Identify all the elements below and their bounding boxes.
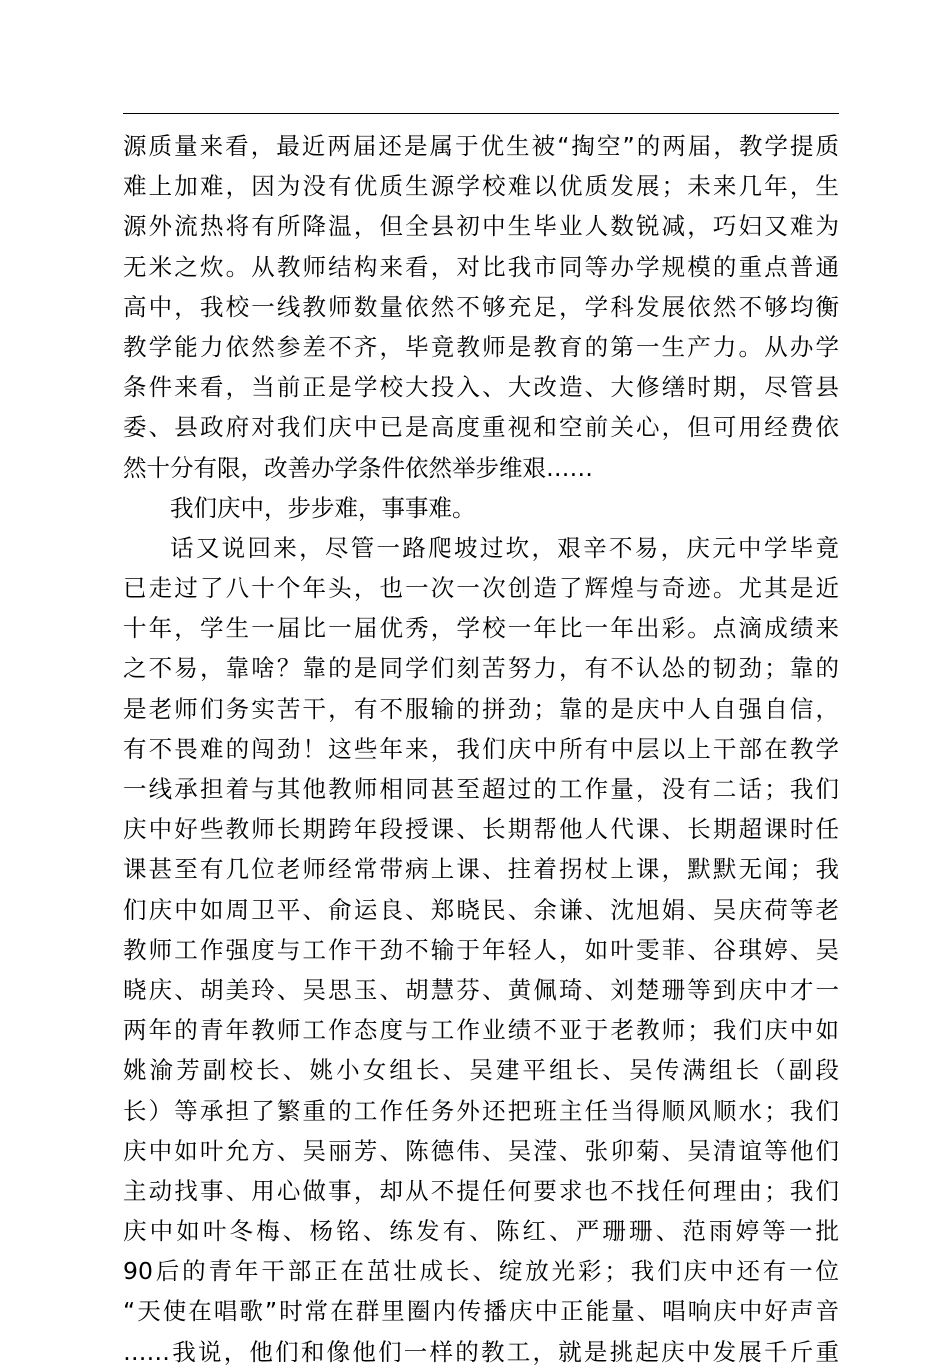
text-line: 教学能力依然参差不齐，毕竟教师是教育的第一生产力。从办学 xyxy=(123,332,839,361)
text-line: 庆中好些教师长期跨年段授课、长期帮他人代课、长期超课时任 xyxy=(123,815,839,844)
header-rule xyxy=(123,113,839,114)
document-body xyxy=(123,126,839,1372)
text-line: 之不易，靠啥？靠的是同学们刻苦努力，有不认怂的韧劲；靠的 xyxy=(123,654,839,683)
text-line: ……我说，他们和像他们一样的教工，就是挑起庆中发展千斤重 xyxy=(123,1337,839,1366)
text-line: 庆中如叶冬梅、杨铭、练发有、陈红、严珊珊、范雨婷等一批 xyxy=(123,1217,839,1246)
text-line: 源外流热将有所降温，但全县初中生毕业人数锐减，巧妇又难为 xyxy=(123,212,839,241)
text-line: 主动找事、用心做事，却从不提任何要求也不找任何理由；我们 xyxy=(123,1176,839,1205)
paragraph-line: 我们庆中，步步难，事事难。 xyxy=(170,493,476,522)
text-line: 一线承担着与其他教师相同甚至超过的工作量，没有二话；我们 xyxy=(123,775,839,803)
text-line: 委、县政府对我们庆中已是高度重视和空前关心，但可用经费依 xyxy=(123,413,839,442)
text-line: 有不畏难的闯劲！这些年来，我们庆中所有中层以上干部在教学 xyxy=(123,734,839,763)
text-line: 庆中如叶允方、吴丽芳、陈德伟、吴滢、张卯菊、吴清谊等他们 xyxy=(123,1136,839,1165)
paragraph-first-line: 话又说回来，尽管一路爬坡过坎，艰辛不易，庆元中学毕竟 xyxy=(170,533,839,562)
text-line: 晓庆、胡美玲、吴思玉、胡慧芬、黄佩琦、刘楚珊等到庆中才一 xyxy=(123,975,839,1004)
text-line: 教师工作强度与工作干劲不输于年轻人，如叶雯菲、谷琪婷、吴 xyxy=(123,935,839,964)
text-line: 高中，我校一线教师数量依然不够充足，学科发展依然不够均衡 xyxy=(123,292,839,321)
text-line: 已走过了八十个年头，也一次一次创造了辉煌与奇迹。尤其是近 xyxy=(123,574,839,603)
text-line: 们庆中如周卫平、俞运良、郑晓民、余谦、沈旭娟、吴庆荷等老 xyxy=(123,895,839,924)
paragraph-end-line: 然十分有限，改善办学条件依然举步维艰…… xyxy=(123,453,593,482)
text-line: 长）等承担了繁重的工作任务外还把班主任当得顺风顺水；我们 xyxy=(123,1096,839,1125)
text-line: 两年的青年教师工作态度与工作业绩不亚于老教师；我们庆中如 xyxy=(123,1016,839,1045)
text-line: 源质量来看，最近两届还是属于优生被“掏空”的两届，教学提质 xyxy=(123,132,839,160)
text-line: 十年，学生一届比一届优秀，学校一年比一年出彩。点滴成绩来 xyxy=(123,614,839,643)
text-line: 无米之炊。从教师结构来看，对比我市同等办学规模的重点普通 xyxy=(123,252,839,281)
text-line: 难上加难，因为没有优质生源学校难以优质发展；未来几年，生 xyxy=(123,172,839,201)
text-line: 课甚至有几位老师经常带病上课、拄着拐杖上课，默默无闻；我 xyxy=(123,855,839,884)
text-line: 90后的青年干部正在茁壮成长、绽放光彩；我们庆中还有一位 xyxy=(123,1257,839,1286)
text-line: “天使在唱歌”时常在群里圈内传播庆中正能量、唱响庆中好声音 xyxy=(123,1297,839,1326)
text-line: 姚渝芳副校长、姚小女组长、吴建平组长、吴传满组长（副段 xyxy=(123,1056,839,1085)
text-line: 是老师们务实苦干，有不服输的拼劲；靠的是庆中人自强自信， xyxy=(123,694,839,723)
text-line: 条件来看，当前正是学校大投入、大改造、大修缮时期，尽管县 xyxy=(123,373,839,402)
